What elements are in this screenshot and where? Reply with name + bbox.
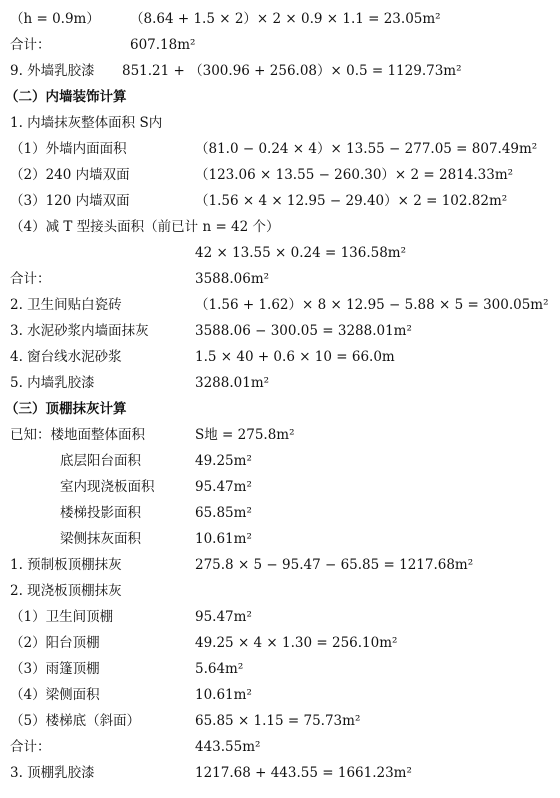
line-7-label: （2）240 内墙双面 <box>10 167 130 183</box>
line-20-label: 楼梯投影面积 <box>60 505 141 521</box>
line-7 <box>0 162 560 188</box>
line-25 <box>0 630 560 656</box>
line-20-formula: 65.85m² <box>195 505 252 521</box>
line-30-formula: 1217.68 + 443.55 = 1661.23m² <box>195 765 412 781</box>
line-6-formula: （81.0 − 0.24 × 4）× 13.55 − 277.05 = 807.49m² <box>195 141 538 157</box>
line-8-formula: （1.56 × 4 × 12.95 − 29.40）× 2 = 102.82m² <box>195 193 508 209</box>
line-9 <box>0 214 560 240</box>
line-18-formula: 49.25m² <box>195 453 252 469</box>
line-7-formula: （123.06 × 13.55 − 260.30）× 2 = 2814.33m² <box>195 167 514 183</box>
line-10-formula: 42 × 13.55 × 0.24 = 136.58m² <box>195 245 407 261</box>
line-30 <box>0 760 560 786</box>
line-27-label: （4）梁侧面积 <box>10 687 100 703</box>
line-15 <box>0 370 560 396</box>
line-27 <box>0 682 560 708</box>
line-3-formula: 851.21 + （300.96 + 256.08）× 0.5 = 1129.73m² <box>122 63 462 79</box>
line-11-label: 合计： <box>10 271 51 287</box>
line-12-formula: （1.56 + 1.62）× 8 × 12.95 − 5.88 × 5 = 300.05m² <box>195 297 549 313</box>
line-18 <box>0 448 560 474</box>
line-28-formula: 65.85 × 1.15 = 75.73m² <box>195 713 361 729</box>
line-2-formula: 607.18m² <box>130 37 196 53</box>
line-26-label: （3）雨篷顶棚 <box>10 661 100 677</box>
line-25-label: （2）阳台顶棚 <box>10 635 100 651</box>
section-heading-3-text: （三）顶棚抹灰计算 <box>5 401 127 417</box>
line-10 <box>0 240 560 266</box>
line-9-label: （4）减 T 型接头面积（前已计 n = 42 个） <box>10 219 280 235</box>
line-8 <box>0 188 560 214</box>
line-14-formula: 1.5 × 40 + 0.6 × 10 = 66.0m <box>195 349 395 365</box>
line-26-formula: 5.64m² <box>195 661 244 677</box>
line-3-label: 9. 外墙乳胶漆 <box>10 63 95 79</box>
line-23 <box>0 578 560 604</box>
line-24-label: （1）卫生间顶棚 <box>10 609 114 625</box>
line-14 <box>0 344 560 370</box>
line-27-formula: 10.61m² <box>195 687 252 703</box>
line-3 <box>0 58 560 84</box>
line-12 <box>0 292 560 318</box>
line-17-label: 已知：楼地面整体面积 <box>10 427 145 443</box>
line-15-label: 5. 内墙乳胶漆 <box>10 375 95 391</box>
section-heading-2-text: （二）内墙装饰计算 <box>5 89 127 105</box>
section-heading-2 <box>0 84 560 110</box>
line-19-formula: 95.47m² <box>195 479 252 495</box>
line-29-formula: 443.55m² <box>195 739 261 755</box>
line-5 <box>0 110 560 136</box>
line-11 <box>0 266 560 292</box>
line-18-label: 底层阳台面积 <box>60 453 141 469</box>
line-24 <box>0 604 560 630</box>
line-5-label: 1. 内墙抹灰整体面积 S内 <box>10 115 163 131</box>
line-22-formula: 275.8 × 5 − 95.47 − 65.85 = 1217.68m² <box>195 557 474 573</box>
line-13 <box>0 318 560 344</box>
line-6 <box>0 136 560 162</box>
line-29 <box>0 734 560 760</box>
line-14-label: 4. 窗台线水泥砂浆 <box>10 349 122 365</box>
line-15-formula: 3288.01m² <box>195 375 270 391</box>
line-20 <box>0 500 560 526</box>
line-1 <box>0 6 560 32</box>
line-28-label: （5）楼梯底（斜面） <box>10 713 141 729</box>
line-17 <box>0 422 560 448</box>
line-19 <box>0 474 560 500</box>
line-22 <box>0 552 560 578</box>
line-1-label: （h = 0.9m） <box>10 11 100 27</box>
line-29-label: 合计： <box>10 739 51 755</box>
line-21 <box>0 526 560 552</box>
line-21-label: 梁侧抹灰面积 <box>60 531 141 547</box>
line-12-label: 2. 卫生间贴白瓷砖 <box>10 297 122 313</box>
line-19-label: 室内现浇板面积 <box>60 479 155 495</box>
section-heading-3 <box>0 396 560 422</box>
line-1-formula: （8.64 + 1.5 × 2）× 2 × 0.9 × 1.1 = 23.05m² <box>130 11 441 27</box>
line-25-formula: 49.25 × 4 × 1.30 = 256.10m² <box>195 635 398 651</box>
line-13-label: 3. 水泥砂浆内墙面抹灰 <box>10 323 149 339</box>
line-17-formula: S地 = 275.8m² <box>195 427 295 443</box>
line-2 <box>0 32 560 58</box>
line-26 <box>0 656 560 682</box>
line-23-label: 2. 现浇板顶棚抹灰 <box>10 583 122 599</box>
line-22-label: 1. 预制板顶棚抹灰 <box>10 557 122 573</box>
line-11-formula: 3588.06m² <box>195 271 270 287</box>
line-8-label: （3）120 内墙双面 <box>10 193 130 209</box>
line-24-formula: 95.47m² <box>195 609 252 625</box>
line-21-formula: 10.61m² <box>195 531 252 547</box>
line-13-formula: 3588.06 − 300.05 = 3288.01m² <box>195 323 412 339</box>
line-2-label: 合计： <box>10 37 51 53</box>
line-6-label: （1）外墙内面面积 <box>10 141 127 157</box>
line-30-label: 3. 顶棚乳胶漆 <box>10 765 95 781</box>
line-28 <box>0 708 560 734</box>
